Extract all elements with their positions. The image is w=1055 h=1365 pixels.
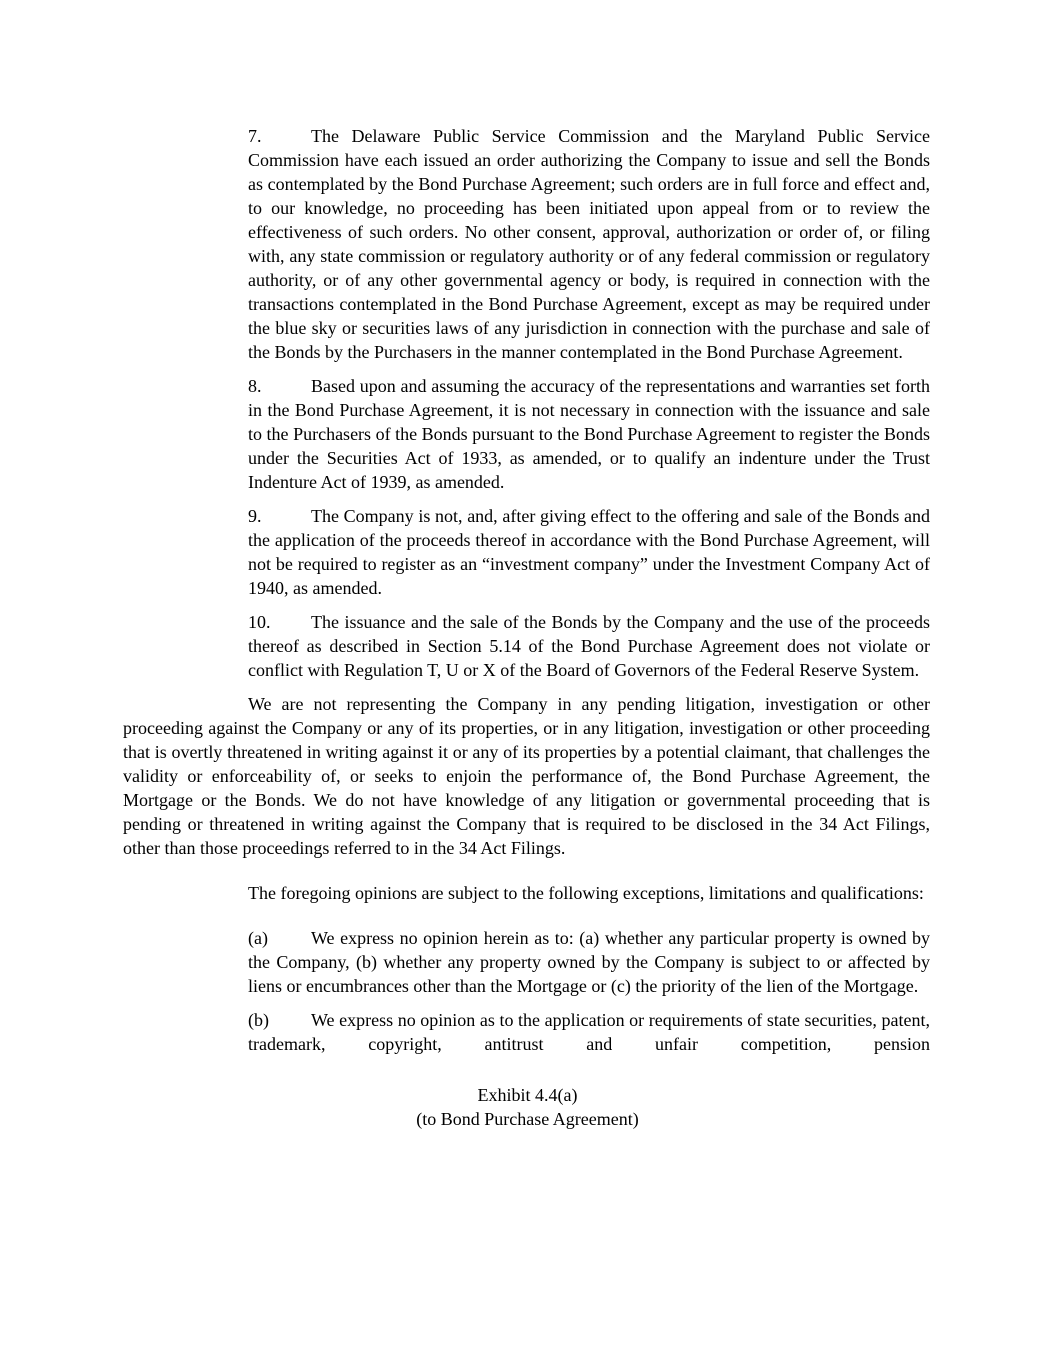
paragraph-text: The foregoing opinions are subject to the following exceptions, limitations and qualifications: xyxy=(248,883,924,903)
opinion-paragraph-7 xyxy=(248,124,930,364)
paragraph-number: 9. xyxy=(248,506,262,526)
paragraph-text: The Delaware Public Service Commission and the Maryland Public Service Commission have each issued an order authorizing the Company to issue and sell the Bonds as contemplated by the Bond Purchase Agreement; such orders are in full force and effect and, to our knowledge, no proceeding has been initiated upon appeal from or to review the effectiveness of such orders. No other consent, approval, authorization or order of, or filing with, any state commission or regulatory authority or of any federal commission or regulatory authority, or of any other governmental agency or body, is required in connection with the transactions contemplated in the Bond Purchase Agreement, except as may be required under the blue sky or securities laws of any jurisdiction in connection with the purchase and sale of the Bonds by the Purchasers in the manner contemplated in the Bond Purchase Agreement. xyxy=(248,126,930,362)
footer-exhibit-label: Exhibit 4.4(a) xyxy=(477,1085,578,1105)
exception-number: (a) xyxy=(248,928,268,948)
paragraph-text: The issuance and the sale of the Bonds by the Company and the use of the proceeds thereof as described in Section 5.14 of the Bond Purchase Agreement does not violate or conflict with Regulation T, U or X of the Board of Governors of the Federal Reserve System. xyxy=(248,612,930,680)
exception-text: We express no opinion herein as to: (a) whether any particular property is owned by the Company, (b) whether any property owned by the Company is subject to or affected by liens or encumbrances other than the Mortgage or (c) the priority of the lien of the Mortgage. xyxy=(248,928,930,996)
paragraph-number: 7. xyxy=(248,126,262,146)
opinion-paragraph-9 xyxy=(248,504,930,600)
exception-b xyxy=(248,1008,930,1056)
paragraph-text: The Company is not, and, after giving effect to the offering and sale of the Bonds and the application of the proceeds thereof in accordance with the Bond Purchase Agreement, will not be required to register as an “investment company” under the Investment Company Act of 1940, as amended. xyxy=(248,506,930,598)
paragraph-number: 10. xyxy=(248,612,271,632)
page-footer xyxy=(0,1083,1055,1151)
paragraph-number: 8. xyxy=(248,376,262,396)
litigation-paragraph xyxy=(123,692,930,860)
opinion-paragraph-10 xyxy=(248,610,930,682)
exceptions-intro xyxy=(123,881,930,905)
document-body xyxy=(123,124,930,1056)
paragraph-text: Based upon and assuming the accuracy of the representations and warranties set forth in the Bond Purchase Agreement, it is not necessary in connection with the issuance and sale to the Purchasers of the Bonds pursuant to the Bond Purchase Agreement to register the Bonds under the Securities Act of 1933, as amended, or to qualify an indenture under the Trust Indenture Act of 1939, as amended. xyxy=(248,376,930,492)
footer-agreement-label: (to Bond Purchase Agreement) xyxy=(416,1109,639,1129)
exception-a xyxy=(248,926,930,998)
opinion-paragraph-8 xyxy=(248,374,930,494)
paragraph-text: We are not representing the Company in any pending litigation, investigation or other proceeding against the Company or any of its properties, or in any litigation, investigation or other proceeding that is overtly threatened in writing against it or any of its properties by a potential claimant, that challenges the validity or enforceability of, or seeks to enjoin the performance of, the Bond Purchase Agreement, the Mortgage or the Bonds. We do not have knowledge of any litigation or governmental proceeding that is pending or threatened in writing against the Company that is required to be disclosed in the 34 Act Filings, other than those proceedings referred to in the 34 Act Filings. xyxy=(123,694,930,858)
exception-text: We express no opinion as to the application or requirements of state securities, patent, trademark, copyright, antitrust and unfair competition, pension xyxy=(248,1010,930,1054)
exception-number: (b) xyxy=(248,1010,269,1030)
